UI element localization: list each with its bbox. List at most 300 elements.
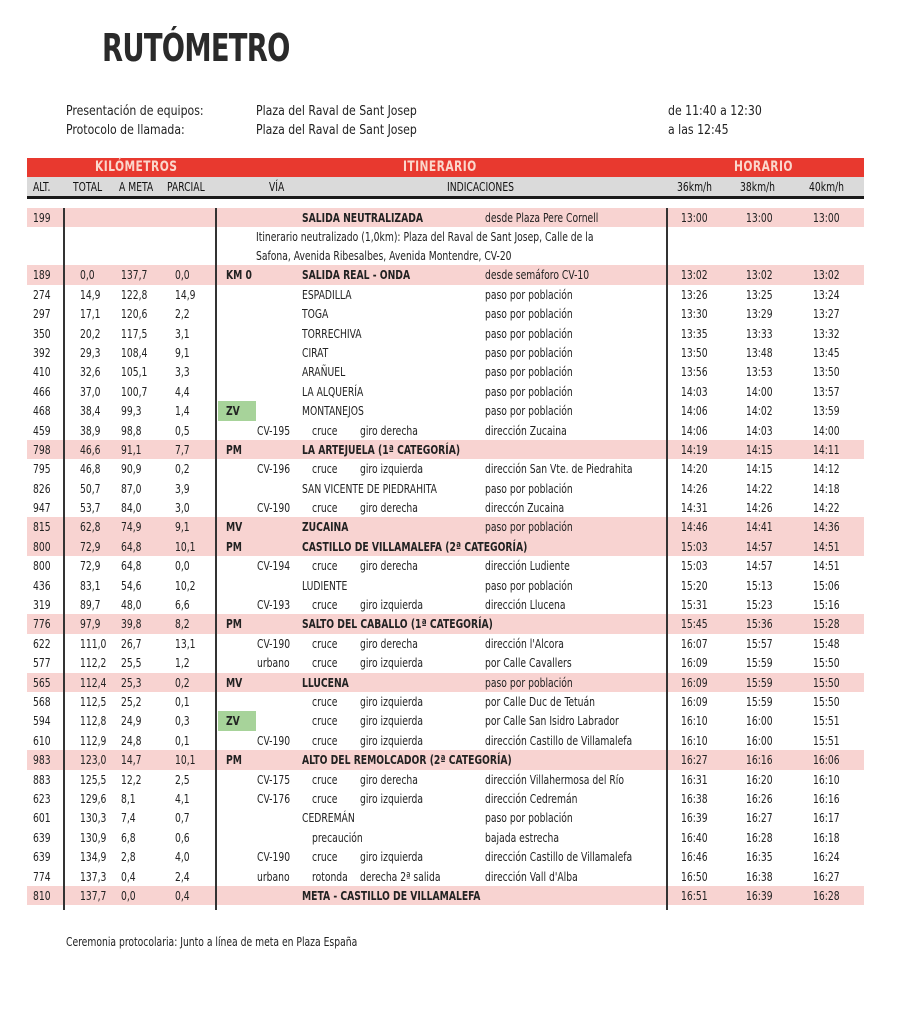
parcial-cell: 1,4 — [175, 403, 190, 419]
giro-cell: giro izquierda — [360, 693, 424, 709]
indicaciones-cell: dirección San Vte. de Piedrahita — [485, 461, 633, 477]
table-row — [27, 459, 864, 478]
parcial-cell: 2,4 — [175, 868, 190, 884]
time-38-cell: 13:29 — [746, 306, 773, 322]
time-40-cell: 16:24 — [813, 849, 840, 865]
note-line: Itinerario neutralizado (1,0km): Plaza del Raval de Sant Josep, Calle de la — [256, 229, 594, 245]
via-cell: CV-190 — [257, 500, 291, 516]
time-36-cell: 13:26 — [681, 286, 708, 302]
alt-cell: 565 — [33, 674, 51, 690]
via-cell: CV-193 — [257, 597, 291, 613]
parcial-cell: 13,1 — [175, 635, 196, 651]
time-40-cell: 16:10 — [813, 771, 840, 787]
parcial-cell: 10,1 — [175, 538, 196, 554]
time-36-cell: 16:40 — [681, 829, 708, 845]
indicaciones-cell: dirección Villahermosa del Río — [485, 771, 624, 787]
table-row — [27, 382, 864, 401]
time-40-cell: 13:50 — [813, 364, 840, 380]
total-cell: 89,7 — [80, 597, 101, 613]
name-cell: CIRAT — [302, 344, 329, 360]
alt-cell: 350 — [33, 325, 51, 341]
time-40-cell: 13:59 — [813, 403, 840, 419]
tag-cell: PM — [226, 752, 242, 768]
time-40-cell: 16:06 — [813, 752, 840, 768]
name-cell: LUDIENTE — [302, 577, 348, 593]
indicaciones-cell: paso por población — [485, 344, 573, 360]
total-cell: 38,9 — [80, 422, 101, 438]
parcial-cell: 8,2 — [175, 616, 190, 632]
via-cell: CV-175 — [257, 771, 291, 787]
alt-cell: 319 — [33, 597, 51, 613]
time-40-cell: 15:06 — [813, 577, 840, 593]
a-meta-cell: 0,4 — [121, 868, 136, 884]
table-row — [27, 867, 864, 886]
time-38-cell: 13:53 — [746, 364, 773, 380]
tag-cell: MV — [226, 674, 243, 690]
time-36-cell: 14:19 — [681, 441, 708, 457]
time-38-cell: 14:26 — [746, 500, 773, 516]
time-40-cell: 13:57 — [813, 383, 840, 399]
time-36-cell: 13:00 — [681, 210, 708, 225]
alt-cell: 798 — [33, 441, 51, 457]
giro-cell: giro izquierda — [360, 849, 424, 865]
table-row — [27, 343, 864, 362]
alt-cell: 800 — [33, 558, 51, 574]
parcial-cell: 10,2 — [175, 577, 196, 593]
time-38-cell: 16:35 — [746, 849, 773, 865]
total-cell: 37,0 — [80, 383, 101, 399]
indicaciones-cell: por Calle Duc de Tetuán — [485, 693, 595, 709]
a-meta-cell: 64,8 — [121, 558, 142, 574]
name-cell: TOGA — [302, 306, 329, 322]
alt-cell: 468 — [33, 403, 51, 419]
table-row — [27, 421, 864, 440]
section-band — [27, 158, 864, 177]
time-36-cell: 16:10 — [681, 713, 708, 729]
parcial-cell: 2,2 — [175, 306, 190, 322]
table-row — [27, 595, 864, 614]
a-meta-cell: 25,3 — [121, 674, 142, 690]
time-36-cell: 13:35 — [681, 325, 708, 341]
giro-cell: giro izquierda — [360, 732, 424, 748]
time-36-cell: 16:07 — [681, 635, 708, 651]
total-cell: 32,6 — [80, 364, 101, 380]
indicaciones-cell: por Calle San Isidro Labrador — [485, 713, 619, 729]
a-meta-cell: 7,4 — [121, 810, 136, 826]
name-cell: ARAÑUEL — [302, 364, 346, 380]
parcial-cell: 0,0 — [175, 558, 190, 574]
total-cell: 17,1 — [80, 306, 101, 322]
name-cell: CEDREMÁN — [302, 810, 355, 826]
tag-cell: PM — [226, 538, 242, 554]
alt-cell: 392 — [33, 344, 51, 360]
indicaciones-cell: bajada estrecha — [485, 829, 560, 845]
time-38-cell: 14:15 — [746, 461, 773, 477]
time-36-cell: 14:26 — [681, 480, 708, 496]
parcial-cell: 3,0 — [175, 500, 190, 516]
parcial-cell: 0,0 — [175, 267, 190, 283]
table-row — [27, 634, 864, 653]
time-36-cell: 15:45 — [681, 616, 708, 632]
a-meta-cell: 98,8 — [121, 422, 142, 438]
time-38-cell: 15:13 — [746, 577, 773, 593]
cruce-cell: cruce — [312, 771, 338, 787]
a-meta-cell: 8,1 — [121, 790, 136, 806]
total-cell: 53,7 — [80, 500, 101, 516]
time-40-cell: 14:36 — [813, 519, 840, 535]
alt-cell: 199 — [33, 210, 51, 225]
time-36-cell: 13:50 — [681, 344, 708, 360]
total-cell: 20,2 — [80, 325, 101, 341]
info-time-protocolo: a las 12:45 — [668, 122, 729, 138]
alt-cell: 610 — [33, 732, 51, 748]
name-cell: CASTILLO DE VILLAMALEFA (2ª CATEGORÍA) — [302, 538, 528, 554]
time-38-cell: 14:22 — [746, 480, 773, 496]
time-40-cell: 13:24 — [813, 286, 840, 302]
parcial-cell: 0,1 — [175, 693, 190, 709]
time-38-cell: 16:27 — [746, 810, 773, 826]
name-cell: SALIDA NEUTRALIZADA — [302, 210, 424, 225]
cruce-cell: cruce — [312, 849, 338, 865]
giro-cell: giro derecha — [360, 771, 418, 787]
time-40-cell: 16:17 — [813, 810, 840, 826]
alt-cell: 410 — [33, 364, 51, 380]
a-meta-cell: 24,8 — [121, 732, 142, 748]
col-a-meta: A META — [119, 179, 154, 194]
a-meta-cell: 100,7 — [121, 383, 148, 399]
cruce-cell: cruce — [312, 422, 338, 438]
time-36-cell: 13:56 — [681, 364, 708, 380]
time-38-cell: 15:59 — [746, 693, 773, 709]
total-cell: 46,6 — [80, 441, 101, 457]
giro-cell: giro izquierda — [360, 713, 424, 729]
total-cell: 134,9 — [80, 849, 107, 865]
info-time-presentacion: de 11:40 a 12:30 — [668, 103, 762, 119]
table-row — [27, 401, 864, 420]
total-cell: 129,6 — [80, 790, 107, 806]
time-36-cell: 14:31 — [681, 500, 708, 516]
table-row — [27, 653, 864, 672]
time-40-cell: 15:50 — [813, 693, 840, 709]
alt-cell: 983 — [33, 752, 51, 768]
tag-cell: ZV — [226, 403, 240, 419]
time-38-cell: 16:16 — [746, 752, 773, 768]
info-label-protocolo: Protocolo de llamada: — [66, 122, 185, 138]
time-36-cell: 16:39 — [681, 810, 708, 826]
total-cell: 29,3 — [80, 344, 101, 360]
time-36-cell: 16:10 — [681, 732, 708, 748]
time-38-cell: 14:57 — [746, 558, 773, 574]
indicaciones-cell: direccón Zucaina — [485, 500, 565, 516]
footer-note: Ceremonia protocolaria: Junto a línea de meta en Plaza España — [66, 934, 358, 949]
alt-cell: 568 — [33, 693, 51, 709]
alt-cell: 466 — [33, 383, 51, 399]
alt-cell: 815 — [33, 519, 51, 535]
parcial-cell: 0,6 — [175, 829, 190, 845]
cruce-cell: cruce — [312, 597, 338, 613]
time-38-cell: 14:03 — [746, 422, 773, 438]
total-cell: 112,5 — [80, 693, 107, 709]
a-meta-cell: 6,8 — [121, 829, 136, 845]
time-38-cell: 16:20 — [746, 771, 773, 787]
table-row — [27, 440, 864, 459]
alt-cell: 622 — [33, 635, 51, 651]
a-meta-cell: 14,7 — [121, 752, 142, 768]
time-40-cell: 16:16 — [813, 790, 840, 806]
a-meta-cell: 105,1 — [121, 364, 148, 380]
via-cell: CV-176 — [257, 790, 291, 806]
name-cell: LA ARTEJUELA (1ª CATEGORÍA) — [302, 441, 461, 457]
time-40-cell: 14:11 — [813, 441, 840, 457]
table-row — [27, 673, 864, 692]
col-via: VÍA — [269, 179, 285, 194]
via-cell: CV-195 — [257, 422, 291, 438]
info-place-presentacion: Plaza del Raval de Sant Josep — [256, 103, 417, 119]
indicaciones-cell: dirección Cedremán — [485, 790, 578, 806]
time-38-cell: 14:41 — [746, 519, 773, 535]
table-row — [27, 789, 864, 808]
band-horario: HORARIO — [734, 159, 793, 175]
table-row — [27, 614, 864, 633]
alt-cell: 800 — [33, 538, 51, 554]
time-36-cell: 15:31 — [681, 597, 708, 613]
time-40-cell: 15:51 — [813, 713, 840, 729]
time-38-cell: 13:33 — [746, 325, 773, 341]
a-meta-cell: 117,5 — [121, 325, 148, 341]
indicaciones-cell: paso por población — [485, 480, 573, 496]
col-38kmh: 38km/h — [740, 179, 776, 194]
time-40-cell: 15:51 — [813, 732, 840, 748]
name-cell: SALTO DEL CABALLO (1ª CATEGORÍA) — [302, 616, 493, 632]
time-36-cell: 16:31 — [681, 771, 708, 787]
alt-cell: 577 — [33, 655, 51, 671]
time-36-cell: 13:30 — [681, 306, 708, 322]
col-alt: ALT. — [33, 179, 51, 194]
table-row — [27, 750, 864, 769]
alt-cell: 594 — [33, 713, 51, 729]
time-36-cell: 16:27 — [681, 752, 708, 768]
itinerary-note — [27, 227, 864, 265]
table-row — [27, 479, 864, 498]
via-cell: CV-190 — [257, 849, 291, 865]
giro-cell: giro izquierda — [360, 461, 424, 477]
table-row — [27, 498, 864, 517]
indicaciones-cell: dirección Vall d'Alba — [485, 868, 578, 884]
parcial-cell: 0,5 — [175, 422, 190, 438]
time-40-cell: 13:32 — [813, 325, 840, 341]
time-40-cell: 13:45 — [813, 344, 840, 360]
alt-cell: 826 — [33, 480, 51, 496]
time-38-cell: 13:25 — [746, 286, 773, 302]
parcial-cell: 4,0 — [175, 849, 190, 865]
time-36-cell: 16:38 — [681, 790, 708, 806]
column-header-row — [27, 177, 864, 199]
parcial-cell: 6,6 — [175, 597, 190, 613]
giro-cell: derecha 2ª salida — [360, 868, 441, 884]
total-cell: 46,8 — [80, 461, 101, 477]
table-row — [27, 731, 864, 750]
indicaciones-cell: paso por población — [485, 519, 573, 535]
table-row — [27, 324, 864, 343]
table-row — [27, 265, 864, 284]
time-40-cell: 15:16 — [813, 597, 840, 613]
total-cell: 14,9 — [80, 286, 101, 302]
indicaciones-cell: paso por población — [485, 383, 573, 399]
a-meta-cell: 2,8 — [121, 849, 136, 865]
a-meta-cell: 0,0 — [121, 887, 136, 903]
time-40-cell: 13:02 — [813, 267, 840, 283]
table-row — [27, 304, 864, 323]
time-38-cell: 14:15 — [746, 441, 773, 457]
via-cell: CV-194 — [257, 558, 291, 574]
indicaciones-cell: paso por población — [485, 810, 573, 826]
a-meta-cell: 64,8 — [121, 538, 142, 554]
indicaciones-cell: dirección Ludiente — [485, 558, 570, 574]
total-cell: 112,2 — [80, 655, 107, 671]
total-cell: 125,5 — [80, 771, 107, 787]
via-cell: urbano — [257, 868, 290, 884]
alt-cell: 601 — [33, 810, 51, 826]
time-38-cell: 16:00 — [746, 713, 773, 729]
table-row — [27, 362, 864, 381]
a-meta-cell: 74,9 — [121, 519, 142, 535]
time-36-cell: 14:46 — [681, 519, 708, 535]
alt-cell: 189 — [33, 267, 51, 283]
name-cell: TORRECHIVA — [302, 325, 362, 341]
a-meta-cell: 54,6 — [121, 577, 142, 593]
name-cell: LA ALQUERÍA — [302, 383, 364, 399]
parcial-cell: 4,1 — [175, 790, 190, 806]
time-40-cell: 13:27 — [813, 306, 840, 322]
a-meta-cell: 25,2 — [121, 693, 142, 709]
total-cell: 130,3 — [80, 810, 107, 826]
cruce-cell: cruce — [312, 732, 338, 748]
time-38-cell: 15:59 — [746, 655, 773, 671]
total-cell: 72,9 — [80, 538, 101, 554]
time-36-cell: 15:03 — [681, 538, 708, 554]
alt-cell: 436 — [33, 577, 51, 593]
time-40-cell: 16:28 — [813, 887, 840, 903]
cruce-cell: cruce — [312, 693, 338, 709]
parcial-cell: 7,7 — [175, 441, 190, 457]
parcial-cell: 14,9 — [175, 286, 196, 302]
time-40-cell: 14:22 — [813, 500, 840, 516]
giro-cell: giro derecha — [360, 558, 418, 574]
name-cell: META - CASTILLO DE VILLAMALEFA — [302, 887, 481, 903]
col-parcial: PARCIAL — [167, 179, 205, 194]
giro-cell: giro derecha — [360, 422, 418, 438]
via-cell: CV-196 — [257, 461, 291, 477]
a-meta-cell: 26,7 — [121, 635, 142, 651]
alt-cell: 639 — [33, 849, 51, 865]
time-38-cell: 14:57 — [746, 538, 773, 554]
time-38-cell: 15:36 — [746, 616, 773, 632]
via-cell: urbano — [257, 655, 290, 671]
alt-cell: 274 — [33, 286, 51, 302]
time-38-cell: 13:00 — [746, 210, 773, 225]
a-meta-cell: 108,4 — [121, 344, 148, 360]
time-38-cell: 15:57 — [746, 635, 773, 651]
note-line: Safona, Avenida Ribesalbes, Avenida Montendre, CV-20 — [256, 248, 512, 264]
total-cell: 130,9 — [80, 829, 107, 845]
total-cell: 72,9 — [80, 558, 101, 574]
time-36-cell: 16:50 — [681, 868, 708, 884]
cruce-cell: cruce — [312, 558, 338, 574]
total-cell: 123,0 — [80, 752, 107, 768]
indicaciones-cell: paso por población — [485, 577, 573, 593]
divider-km — [215, 208, 217, 910]
alt-cell: 639 — [33, 829, 51, 845]
name-cell: ZUCAINA — [302, 519, 349, 535]
parcial-cell: 4,4 — [175, 383, 190, 399]
cruce-cell: cruce — [312, 635, 338, 651]
time-38-cell: 16:38 — [746, 868, 773, 884]
alt-cell: 297 — [33, 306, 51, 322]
time-36-cell: 16:09 — [681, 655, 708, 671]
total-cell: 38,4 — [80, 403, 101, 419]
band-itinerario: ITINERARIO — [403, 159, 477, 175]
total-cell: 112,8 — [80, 713, 107, 729]
parcial-cell: 0,7 — [175, 810, 190, 826]
table-row — [27, 556, 864, 575]
col-indicaciones: INDICACIONES — [447, 179, 514, 194]
time-40-cell: 15:50 — [813, 674, 840, 690]
parcial-cell: 10,1 — [175, 752, 196, 768]
tag-cell: PM — [226, 616, 242, 632]
col-36kmh: 36km/h — [677, 179, 713, 194]
table-row — [27, 517, 864, 536]
via-cell: CV-190 — [257, 635, 291, 651]
indicaciones-cell: paso por población — [485, 306, 573, 322]
info-place-protocolo: Plaza del Raval de Sant Josep — [256, 122, 417, 138]
alt-cell: 774 — [33, 868, 51, 884]
name-cell: LLUCENA — [302, 674, 349, 690]
a-meta-cell: 48,0 — [121, 597, 142, 613]
parcial-cell: 9,1 — [175, 344, 190, 360]
a-meta-cell: 99,3 — [121, 403, 142, 419]
alt-cell: 459 — [33, 422, 51, 438]
time-36-cell: 14:06 — [681, 422, 708, 438]
parcial-cell: 3,1 — [175, 325, 190, 341]
cruce-cell: cruce — [312, 713, 338, 729]
indicaciones-cell: paso por población — [485, 325, 573, 341]
a-meta-cell: 87,0 — [121, 480, 142, 496]
indicaciones-cell: dirección Llucena — [485, 597, 566, 613]
cruce-cell: cruce — [312, 500, 338, 516]
time-38-cell: 16:39 — [746, 887, 773, 903]
time-36-cell: 16:51 — [681, 887, 708, 903]
time-36-cell: 16:46 — [681, 849, 708, 865]
indicaciones-cell: paso por población — [485, 364, 573, 380]
table-row — [27, 285, 864, 304]
a-meta-cell: 137,7 — [121, 267, 148, 283]
parcial-cell: 0,2 — [175, 461, 190, 477]
rutometro-table — [27, 208, 864, 905]
time-40-cell: 15:48 — [813, 635, 840, 651]
table-row — [27, 770, 864, 789]
alt-cell: 883 — [33, 771, 51, 787]
table-row — [27, 692, 864, 711]
total-cell: 0,0 — [80, 267, 95, 283]
time-36-cell: 16:09 — [681, 674, 708, 690]
indicaciones-cell: dirección Castillo de Villamalefa — [485, 849, 633, 865]
a-meta-cell: 25,5 — [121, 655, 142, 671]
indicaciones-cell: dirección Castillo de Villamalefa — [485, 732, 633, 748]
band-kilometros: KILÓMETROS — [95, 159, 178, 175]
giro-cell: giro izquierda — [360, 790, 424, 806]
tag-cell: ZV — [226, 713, 240, 729]
divider-alt — [63, 208, 65, 910]
